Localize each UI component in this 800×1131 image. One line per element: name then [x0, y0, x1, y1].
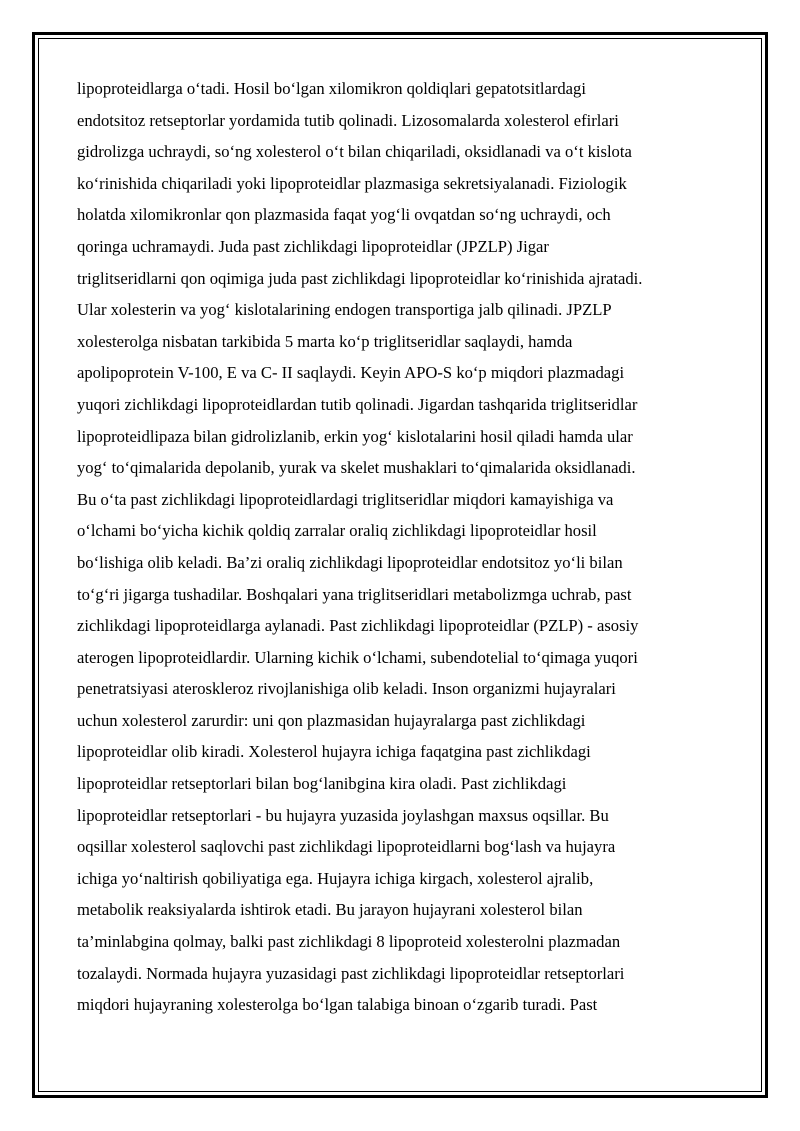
text-line: lipoproteidlar olib kiradi. Xolesterol hujayra ichiga faqatgina past zichlikdagi — [77, 742, 591, 762]
text-line: triglitseridlarni qon oqimiga juda past zichlikdagi lipoproteidlar ko‘rinishida ajratadi. — [77, 268, 643, 288]
text-line: to‘g‘ri jigarga tushadilar. Boshqalari yana triglitseridlari metabolizmga uchrab, past — [77, 584, 632, 604]
text-line: penetratsiyasi ateroskleroz rivojlanishiga olib keladi. Inson organizmi hujayralari — [77, 679, 616, 699]
text-line: lipoproteidlar retseptorlari bilan bog‘lanibgina kira oladi. Past zichlikdagi — [77, 774, 567, 794]
text-line: apolipoprotein V-100, E va C- II saqlaydi. Keyin APO-S ko‘p miqdori plazmadagi — [77, 363, 625, 383]
text-line: lipoproteidlipaza bilan gidrolizlanib, erkin yog‘ kislotalarini hosil qiladi hamda ular — [77, 426, 633, 446]
body-text — [77, 73, 727, 1021]
text-line: holatda xilomikronlar qon plazmasida faqat yog‘li ovqatdan so‘ng uchraydi, och — [77, 205, 611, 225]
text-line: o‘lchami bo‘yicha kichik qoldiq zarralar oraliq zichlikdagi lipoproteidlar hosil — [77, 521, 597, 541]
text-line: endotsitoz retseptorlar yordamida tutib qolinadi. Lizosomalarda xolesterol efirlari — [77, 110, 619, 130]
text-line: lipoproteidlar retseptorlari - bu hujayra yuzasida joylashgan maxsus oqsillar. Bu — [77, 805, 609, 825]
text-line: miqdori hujayraning xolesterolga bo‘lgan talabiga binoan o‘zgarib turadi. Past — [77, 995, 598, 1015]
text-line: yuqori zichlikdagi lipoproteidlardan tutib qolinadi. Jigardan tashqarida triglitseridlar — [77, 394, 638, 414]
text-line: yog‘ to‘qimalarida depolanib, yurak va skelet mushaklari to‘qimalarida oksidlanadi. — [77, 458, 636, 478]
text-line: aterogen lipoproteidlardir. Ularning kichik o‘lchami, subendotelial to‘qimaga yuqori — [77, 647, 638, 667]
text-line: ta’minlabgina qolmay, balki past zichlikdagi 8 lipoproteid xolesterolni plazmadan — [77, 932, 621, 952]
text-line: zichlikdagi lipoproteidlarga aylanadi. Past zichlikdagi lipoproteidlar (PZLP) - asosiy — [77, 616, 639, 636]
text-line: Ular xolesterin va yog‘ kislotalarining endogen transportiga jalb qilinadi. JPZLP — [77, 300, 612, 320]
text-line: Bu o‘ta past zichlikdagi lipoproteidlardagi triglitseridlar miqdori kamayishiga va — [77, 489, 614, 509]
text-line: gidrolizga uchraydi, so‘ng xolesterol o‘t bilan chiqariladi, oksidlanadi va o‘t kislota — [77, 142, 632, 162]
text-line: lipoproteidlarga o‘tadi. Hosil bo‘lgan xilomikron qoldiqlari gepatotsitlardagi — [77, 79, 586, 98]
text-line: metabolik reaksiyalarda ishtirok etadi. Bu jarayon hujayrani xolesterol bilan — [77, 900, 583, 920]
text-line: xolesterolga nisbatan tarkibida 5 marta ko‘p triglitseridlar saqlaydi, hamda — [77, 331, 573, 351]
text-line: qoringa uchramaydi. Juda past zichlikdagi lipoproteidlar (JPZLP) Jigar — [77, 236, 549, 256]
text-line: ko‘rinishida chiqariladi yoki lipoproteidlar plazmasiga sekretsiyalanadi. Fiziologik — [77, 173, 627, 193]
text-line: tozalaydi. Normada hujayra yuzasidagi past zichlikdagi lipoproteidlar retseptorlari — [77, 963, 625, 983]
text-line: oqsillar xolesterol saqlovchi past zichlikdagi lipoproteidlarni bog‘lash va hujayra — [77, 837, 616, 857]
text-line: ichiga yo‘naltirish qobiliyatiga ega. Hujayra ichiga kirgach, xolesterol ajralib, — [77, 868, 594, 888]
text-line: bo‘lishiga olib keladi. Ba’zi oraliq zichlikdagi lipoproteidlar endotsitoz yo‘li bilan — [77, 552, 623, 572]
text-line: uchun xolesterol zarurdir: uni qon plazmasidan hujayralarga past zichlikdagi — [77, 710, 586, 730]
